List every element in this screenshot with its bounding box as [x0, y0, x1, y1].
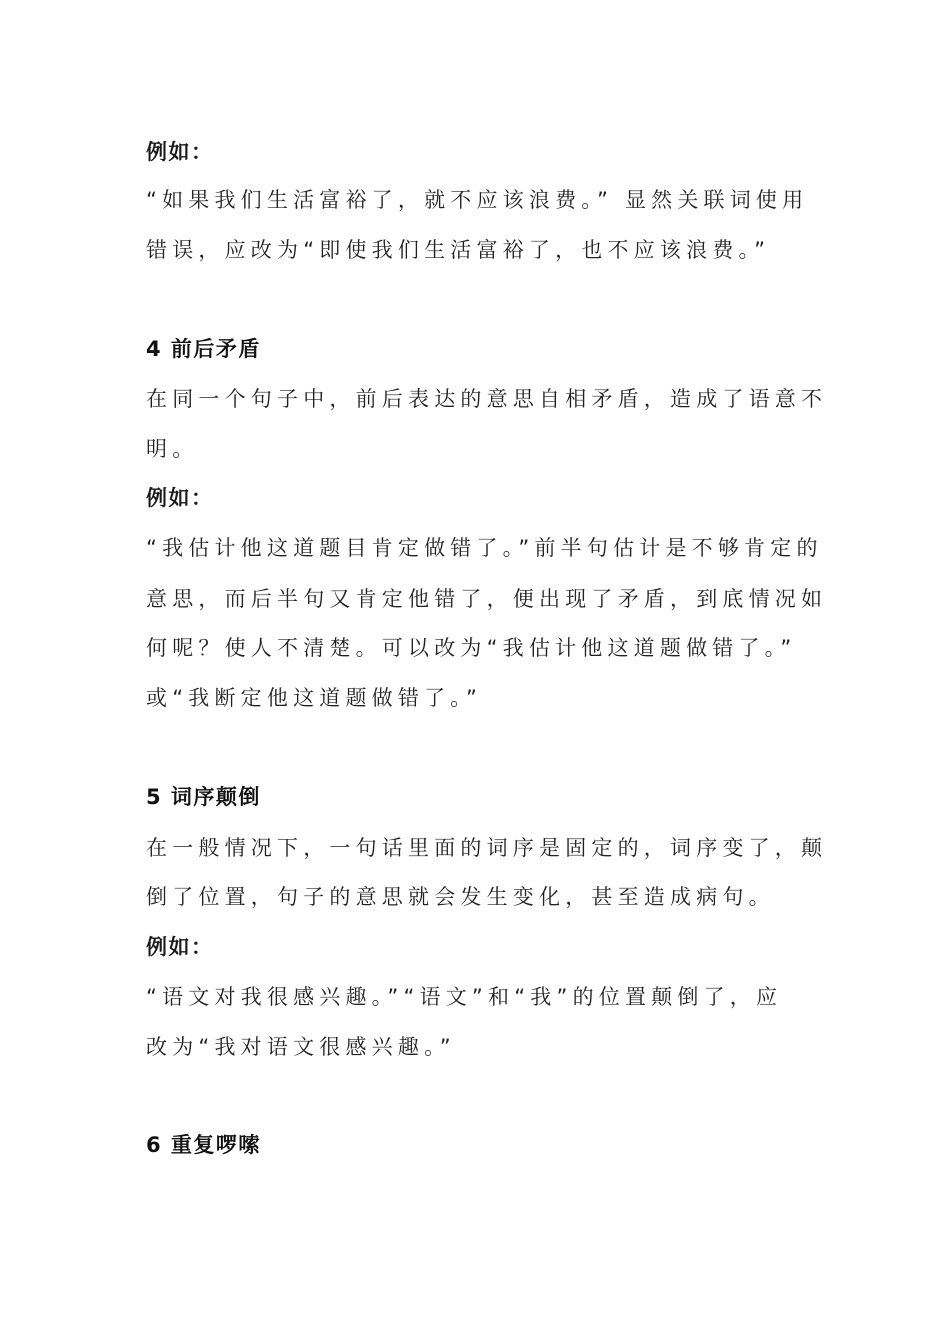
section-4-description-line: 明。 — [146, 437, 199, 461]
section-5-description-line: 倒了位置，句子的意思就会发生变化，甚至造成病句。 — [146, 885, 775, 909]
section-4-example-line: 或“我断定他这道题做错了。” — [146, 686, 483, 710]
example-label: 例如： — [146, 935, 214, 959]
section-4-description-line: 在同一个句子中，前后表达的意思自相矛盾，造成了语意不 — [146, 387, 828, 411]
example-label: 例如： — [146, 486, 214, 510]
section-heading-4: 4 前后矛盾 — [146, 337, 261, 361]
example-text-line: “如果我们生活富裕了，就不应该浪费。” 显然关联词使用 — [146, 188, 809, 212]
example-text-line: 错误，应改为“即使我们生活富裕了，也不应该浪费。” — [146, 238, 771, 262]
section-5-example-line: 改为“我对语文很感兴趣。” — [146, 1035, 456, 1059]
section-4-example-line: 何呢？使人不清楚。可以改为“我估计他这道题做错了。” — [146, 636, 797, 660]
section-heading-5: 5 词序颠倒 — [146, 785, 261, 809]
section-5-example-line: “语文对我很感兴趣。”“语文”和“我”的位置颠倒了，应 — [146, 985, 783, 1009]
section-4-example-line: 意思，而后半句又肯定他错了，便出现了矛盾，到底情况如 — [146, 587, 828, 611]
section-4-example-line: “我估计他这道题目肯定做错了。”前半句估计是不够肯定的 — [146, 536, 823, 560]
section-5-description-line: 在一般情况下，一句话里面的词序是固定的，词序变了，颠 — [146, 836, 828, 860]
example-label: 例如： — [146, 140, 214, 164]
section-heading-6: 6 重复啰嗦 — [146, 1133, 261, 1157]
